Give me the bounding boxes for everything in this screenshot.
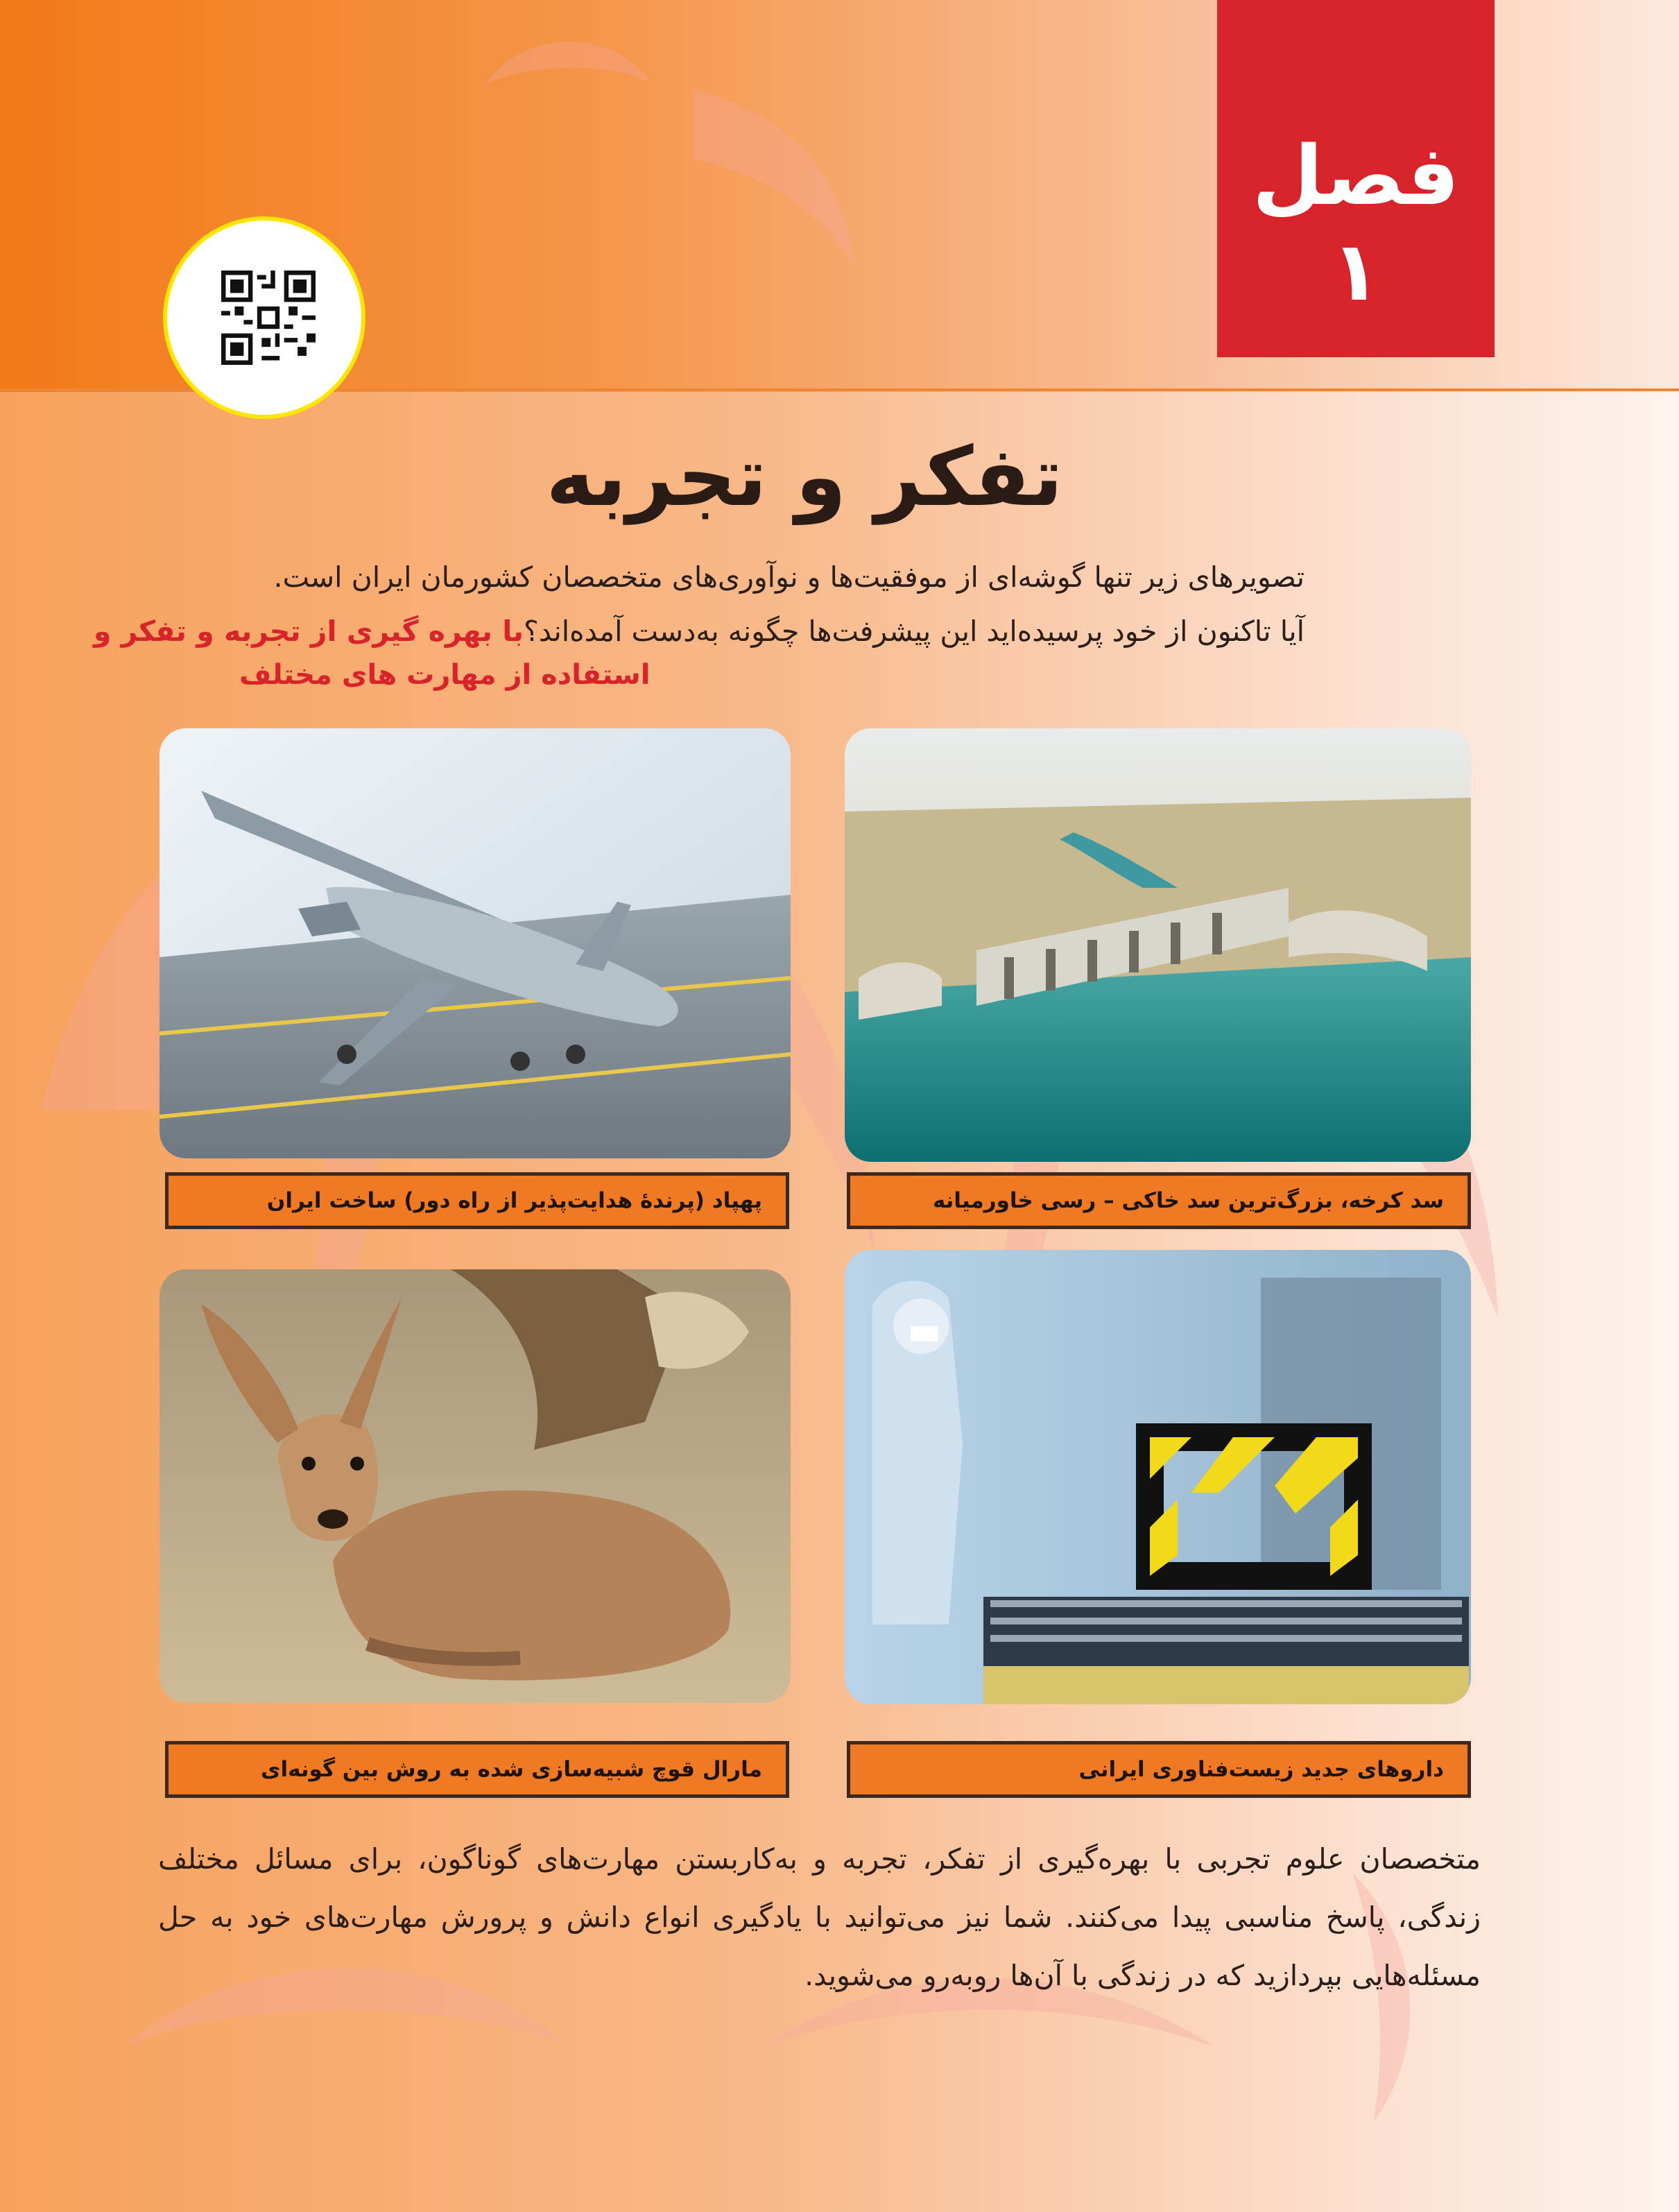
intro-answer-start: با بهره گیری از تجربه و تفکر و [93,615,524,648]
lab-photo [845,1250,1471,1704]
caption-drone: پهپاد (پرندهٔ هدایت‌پذیر از راه دور) ساخت ایران [165,1172,789,1229]
caption-lab: داروهای جدید زیست‌فناوری ایرانی [847,1741,1471,1798]
intro-line-2 [93,615,1305,648]
page-title: تفکر و تجربه [546,429,1063,524]
chapter-badge [1217,0,1495,357]
chapter-label: فصل ۱ [1252,128,1460,319]
dam-photo [845,728,1471,1162]
closing-paragraph: متخصصان علوم تجربی با بهره‌گیری از تفکر، تجربه و به‌کاربستن مهارت‌های گوناگون، برای مسائل مختلف زندگی، پاسخ مناسبی پیدا می‌کنند. شما نیز می‌توانید با یادگیری انواع دانش و پرورش مهارت‌های خود به حل مسئله‌هایی بپردازید که در زندگی با آن‌ها روبه‌رو می‌شوید. [158,1842,1481,1992]
drone-photo [160,728,791,1158]
intro-line-1: تصویرهای زیر تنها گوشه‌ای از موفقیت‌ها و نوآوری‌های متخصصان کشورمان ایران است. [273,560,1305,594]
qr-badge[interactable] [163,216,365,419]
deer-photo [160,1269,791,1703]
qr-code-icon [221,271,316,365]
intro-question: آیا تاکنون از خود پرسیده‌اید این پیشرفت‌ها چگونه به‌دست آمده‌اند؟ [524,615,1305,648]
caption-dam: سد کرخه، بزرگ‌ترین سد خاکی – رسی خاورمیانه [847,1172,1471,1229]
intro-answer-end: استفاده از مهارت های مختلف [239,659,651,691]
caption-deer: مارال قوچ شبیه‌سازی شده به روش بین گونه‌ای [165,1741,789,1798]
